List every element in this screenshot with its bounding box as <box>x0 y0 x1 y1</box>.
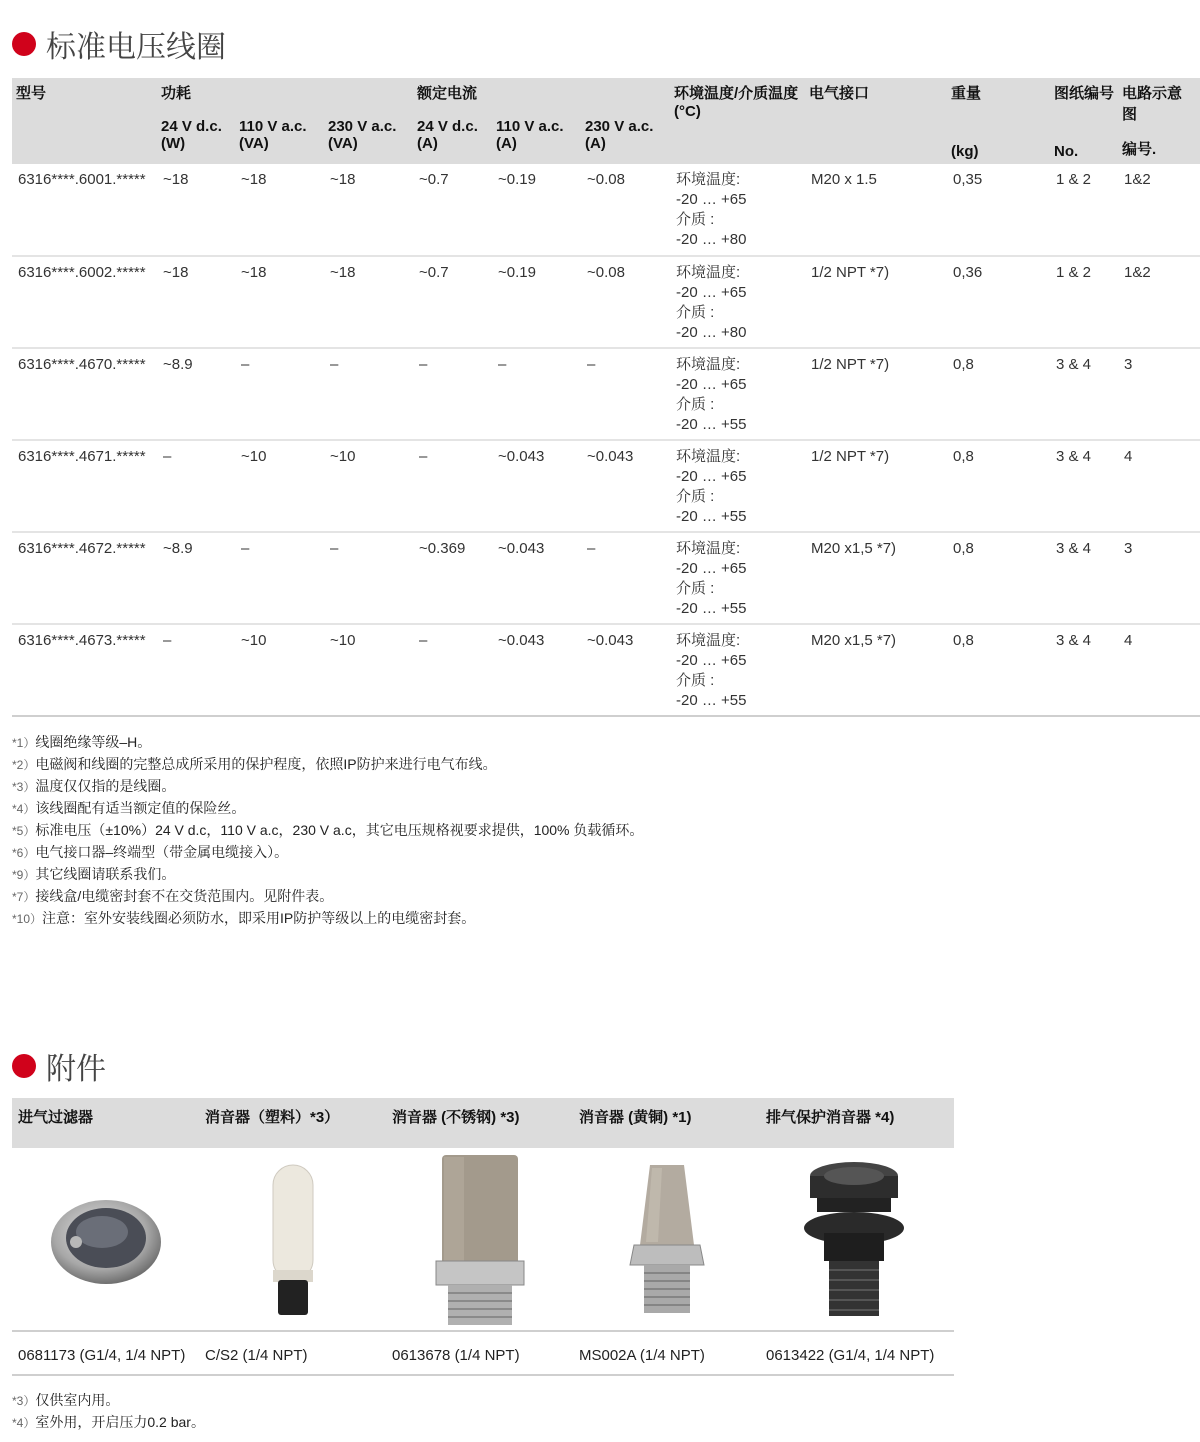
cell-temp <box>670 256 805 348</box>
footnote-mark: *4） <box>12 802 36 816</box>
cell-temp <box>670 440 805 532</box>
red-bullet-icon <box>12 32 36 56</box>
cell-connector: M20 x1,5 *7) <box>805 624 947 716</box>
footnote-text: 接线盒/电缆密封套不在交货范围内。见附件表。 <box>35 888 334 904</box>
cell-drawing: 3 & 4 <box>1050 532 1118 624</box>
accessories-image-row <box>12 1150 954 1332</box>
cell-c230: ~0.08 <box>581 256 670 348</box>
header-connector: 电气接口 <box>805 78 947 164</box>
footnote-mark: *7） <box>12 890 36 904</box>
cell-c230: ~0.043 <box>581 624 670 716</box>
footnote-mark: *10） <box>12 912 43 926</box>
cell-circuit: 4 <box>1118 440 1200 532</box>
header-power: 功耗 <box>157 78 413 114</box>
temp-line: 环境温度: <box>676 264 741 281</box>
coil-section-title <box>12 22 226 66</box>
header-model-blank <box>12 114 157 164</box>
cell-connector: 1/2 NPT *7) <box>805 440 947 532</box>
cell-connector: 1/2 NPT *7) <box>805 256 947 348</box>
table-row <box>12 164 1200 256</box>
accessories-footnotes <box>12 1390 205 1434</box>
footnote-mark: *4） <box>12 1416 36 1430</box>
footnote <box>12 864 643 886</box>
cell-model: 6316****.4673.***** <box>12 624 157 716</box>
cell-circuit: 1&2 <box>1118 164 1200 256</box>
table-row <box>12 348 1200 440</box>
stainless-silencer-icon <box>386 1150 573 1330</box>
cell-weight: 0,8 <box>947 624 1050 716</box>
cell-p24: ~8.9 <box>157 348 235 440</box>
cell-c24: – <box>413 624 492 716</box>
footnote-mark: *5） <box>12 824 36 838</box>
header-circuit-no: 编号. <box>1122 141 1157 158</box>
header-drawing-label: 图纸编号 <box>1054 85 1115 102</box>
temp-line: 介质 : <box>676 580 715 597</box>
cell-drawing: 3 & 4 <box>1050 440 1118 532</box>
cell-p24: ~8.9 <box>157 532 235 624</box>
plastic-silencer-icon <box>199 1150 386 1330</box>
table-row <box>12 440 1200 532</box>
cell-drawing: 3 & 4 <box>1050 348 1118 440</box>
cell-c24: – <box>413 348 492 440</box>
accessories-code-row <box>12 1334 954 1376</box>
footnote-text: 仅供室内用。 <box>35 1392 120 1408</box>
acc-header-3: 消音器 (黄铜) *1) <box>579 1109 692 1126</box>
temp-line: 介质 : <box>676 304 715 321</box>
table-row <box>12 624 1200 716</box>
intake-filter-icon <box>12 1150 199 1330</box>
accessories-title-text: 附件 <box>46 1052 106 1087</box>
cell-circuit: 3 <box>1118 348 1200 440</box>
acc-header-0: 进气过滤器 <box>18 1109 94 1126</box>
acc-header-2: 消音器 (不锈钢) *3) <box>392 1109 520 1126</box>
cell-p24: – <box>157 624 235 716</box>
temp-line: 环境温度: <box>676 448 741 465</box>
acc-code-0: 0681173 (G1/4, 1/4 NPT) <box>18 1347 186 1364</box>
footnote <box>12 754 643 776</box>
cell-temp <box>670 348 805 440</box>
cell-p110: – <box>235 532 324 624</box>
footnote-mark: *3） <box>12 1394 36 1408</box>
header-c110: 110 V a.c. (A) <box>492 114 581 164</box>
header-current: 额定电流 <box>413 78 670 114</box>
footnote-text: 注意：室外安装线圈必须防水，即采用IP防护等级以上的电缆密封套。 <box>42 910 476 926</box>
acc-code-1: C/S2 (1/4 NPT) <box>205 1347 308 1364</box>
coil-spec-table <box>12 78 1200 717</box>
footnote-text: 标准电压（±10%）24 V d.c，110 V a.c，230 V a.c，其它电压规格视要求提供，100% 负载循环。 <box>35 822 644 838</box>
temp-line: -20 … +65 <box>676 284 747 301</box>
cell-c24: ~0.7 <box>413 164 492 256</box>
temp-line: -20 … +65 <box>676 191 747 208</box>
header-circuit <box>1118 78 1200 164</box>
cell-p110: ~18 <box>235 164 324 256</box>
footnote-mark: *1） <box>12 736 36 750</box>
temp-line: -20 … +65 <box>676 652 747 669</box>
cell-circuit: 3 <box>1118 532 1200 624</box>
footnote <box>12 732 643 754</box>
cell-p230: – <box>324 532 413 624</box>
footnote-mark: *2） <box>12 758 36 772</box>
temp-line: 环境温度: <box>676 171 741 188</box>
cell-c230: – <box>581 532 670 624</box>
cell-p230: – <box>324 348 413 440</box>
header-weight <box>947 78 1050 164</box>
cell-c110: ~0.043 <box>492 440 581 532</box>
footnote <box>12 820 643 842</box>
temp-line: -20 … +80 <box>676 324 747 341</box>
cell-c230: – <box>581 348 670 440</box>
cell-drawing: 1 & 2 <box>1050 164 1118 256</box>
header-circuit-label: 电路示意图 <box>1122 85 1183 123</box>
footnote <box>12 776 643 798</box>
table-row <box>12 532 1200 624</box>
cell-c230: ~0.08 <box>581 164 670 256</box>
temp-line: -20 … +80 <box>676 231 747 248</box>
cell-temp <box>670 164 805 256</box>
acc-header-4: 排气保护消音器 *4) <box>766 1109 895 1126</box>
footnote-mark: *3） <box>12 780 36 794</box>
footnote <box>12 1412 205 1434</box>
acc-code-2: 0613678 (1/4 NPT) <box>392 1347 520 1364</box>
header-weight-unit: (kg) <box>951 143 979 160</box>
table-row <box>12 256 1200 348</box>
footnote <box>12 842 643 864</box>
acc-code-4: 0613422 (G1/4, 1/4 NPT) <box>766 1347 935 1364</box>
cell-c110: ~0.19 <box>492 256 581 348</box>
temp-line: 介质 : <box>676 672 715 689</box>
cell-connector: M20 x1,5 *7) <box>805 532 947 624</box>
footnote-text: 该线圈配有适当额定值的保险丝。 <box>35 800 246 816</box>
temp-line: 介质 : <box>676 488 715 505</box>
cell-p110: ~10 <box>235 624 324 716</box>
footnote-mark: *6） <box>12 846 36 860</box>
temp-line: -20 … +65 <box>676 560 747 577</box>
header-p110: 110 V a.c. (VA) <box>235 114 324 164</box>
temp-line: -20 … +65 <box>676 376 747 393</box>
cell-circuit: 4 <box>1118 624 1200 716</box>
coil-title-text: 标准电压线圈 <box>46 30 226 65</box>
cell-temp <box>670 624 805 716</box>
footnote-text: 温度仅仅指的是线圈。 <box>35 778 176 794</box>
cell-c230: ~0.043 <box>581 440 670 532</box>
cell-temp <box>670 532 805 624</box>
cell-connector: M20 x 1.5 <box>805 164 947 256</box>
header-p24: 24 V d.c. (W) <box>157 114 235 164</box>
cell-p110: ~18 <box>235 256 324 348</box>
brass-silencer-icon <box>573 1150 760 1330</box>
cell-c24: ~0.369 <box>413 532 492 624</box>
cell-p24: ~18 <box>157 164 235 256</box>
cell-weight: 0,36 <box>947 256 1050 348</box>
cell-p230: ~18 <box>324 256 413 348</box>
temp-line: -20 … +55 <box>676 692 747 709</box>
cell-c110: ~0.043 <box>492 532 581 624</box>
footnote-text: 其它线圈请联系我们。 <box>35 866 176 882</box>
coil-footnotes <box>12 732 643 930</box>
header-weight-label: 重量 <box>951 85 982 102</box>
cell-c24: – <box>413 440 492 532</box>
cell-model: 6316****.4670.***** <box>12 348 157 440</box>
acc-code-3: MS002A (1/4 NPT) <box>579 1347 705 1364</box>
acc-header-1: 消音器（塑料）*3） <box>205 1109 340 1126</box>
header-drawing <box>1050 78 1118 164</box>
header-c24: 24 V d.c. (A) <box>413 114 492 164</box>
cell-p230: ~10 <box>324 624 413 716</box>
footnote-mark: *9） <box>12 868 36 882</box>
footnote-text: 线圈绝缘等级–H。 <box>35 734 152 750</box>
temp-line: 环境温度: <box>676 632 741 649</box>
footnote <box>12 908 643 930</box>
cell-p110: ~10 <box>235 440 324 532</box>
cell-p110: – <box>235 348 324 440</box>
cell-model: 6316****.4672.***** <box>12 532 157 624</box>
cell-model: 6316****.6001.***** <box>12 164 157 256</box>
temp-line: 环境温度: <box>676 356 741 373</box>
temp-line: -20 … +65 <box>676 468 747 485</box>
cell-weight: 0,35 <box>947 164 1050 256</box>
header-drawing-no: No. <box>1054 143 1079 160</box>
footnote-text: 室外用，开启压力0.2 bar。 <box>35 1414 205 1430</box>
temp-line: -20 … +55 <box>676 508 747 525</box>
cell-c110: ~0.043 <box>492 624 581 716</box>
cell-p230: ~18 <box>324 164 413 256</box>
cell-p24: – <box>157 440 235 532</box>
cell-model: 6316****.6002.***** <box>12 256 157 348</box>
footnote-text: 电气接口器–终端型（带金属电缆接入）。 <box>35 844 289 860</box>
red-bullet-icon <box>12 1054 36 1078</box>
header-p230: 230 V a.c. (VA) <box>324 114 413 164</box>
accessories-section-title <box>12 1044 106 1088</box>
exhaust-protection-silencer-icon <box>760 1150 947 1330</box>
cell-drawing: 3 & 4 <box>1050 624 1118 716</box>
footnote-text: 电磁阀和线圈的完整总成所采用的保护程度，依照IP防护来进行电气布线。 <box>35 756 497 772</box>
temp-line: -20 … +55 <box>676 416 747 433</box>
cell-p24: ~18 <box>157 256 235 348</box>
cell-weight: 0,8 <box>947 440 1050 532</box>
temp-line: 介质 : <box>676 211 715 228</box>
cell-circuit: 1&2 <box>1118 256 1200 348</box>
cell-drawing: 1 & 2 <box>1050 256 1118 348</box>
temp-line: 介质 : <box>676 396 715 413</box>
cell-weight: 0,8 <box>947 348 1050 440</box>
cell-c110: – <box>492 348 581 440</box>
cell-connector: 1/2 NPT *7) <box>805 348 947 440</box>
temp-line: 环境温度: <box>676 540 741 557</box>
footnote <box>12 1390 205 1412</box>
cell-c110: ~0.19 <box>492 164 581 256</box>
footnote <box>12 798 643 820</box>
footnote <box>12 886 643 908</box>
cell-p230: ~10 <box>324 440 413 532</box>
accessories-header-row <box>12 1098 954 1148</box>
cell-c24: ~0.7 <box>413 256 492 348</box>
cell-weight: 0,8 <box>947 532 1050 624</box>
cell-model: 6316****.4671.***** <box>12 440 157 532</box>
header-c230: 230 V a.c. (A) <box>581 114 670 164</box>
header-temp: 环境温度/介质温度 (°C) <box>670 78 805 164</box>
header-model: 型号 <box>12 78 157 114</box>
temp-line: -20 … +55 <box>676 600 747 617</box>
